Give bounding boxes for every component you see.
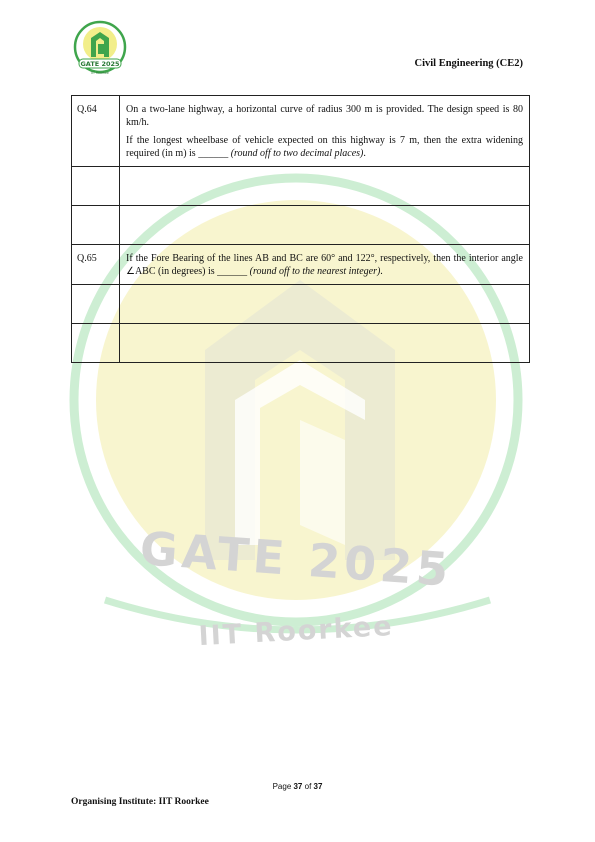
question-text-main: If the Fore Bearing of the lines AB and BC are 60° and 122°, respectively, then the interior angle ∠ABC (in degrees) is ______ xyxy=(126,253,523,277)
page-of: of xyxy=(302,782,314,791)
sentence-end: . xyxy=(380,265,383,277)
question-text-main: If the longest wheelbase of vehicle expected on this highway is 7 m, then the extra widening required (in m) is ______ xyxy=(126,135,523,159)
rounding-instruction: (round off to two decimal places) xyxy=(230,147,364,159)
blank-row xyxy=(72,285,530,324)
question-row-64 xyxy=(72,96,530,167)
page-current: 37 xyxy=(293,782,303,791)
logo-subtext: IIT Roorkee xyxy=(91,71,109,75)
question-text xyxy=(126,135,523,160)
watermark-building-block xyxy=(300,420,345,545)
question-body xyxy=(120,245,530,285)
paper-title: Civil Engineering (CE2) xyxy=(414,58,523,69)
blank-cell xyxy=(72,285,120,324)
organising-institute: Organising Institute: IIT Roorkee xyxy=(71,797,209,807)
question-number: Q.64 xyxy=(72,96,120,167)
watermark-subtitle: IIT Roorkee xyxy=(197,610,395,653)
sentence-end: . xyxy=(363,147,366,159)
blank-row xyxy=(72,324,530,363)
blank-cell xyxy=(72,324,120,363)
gate-logo xyxy=(71,20,129,78)
page-number xyxy=(0,782,595,791)
blank-row xyxy=(72,167,530,206)
page-total: 37 xyxy=(313,782,323,791)
logo-block-icon xyxy=(98,44,104,54)
logo-text: GATE 2025 xyxy=(80,60,120,68)
blank-cell xyxy=(120,285,530,324)
question-number: Q.65 xyxy=(72,245,120,285)
blank-cell xyxy=(120,206,530,245)
question-text xyxy=(126,253,523,278)
blank-cell xyxy=(120,167,530,206)
blank-cell xyxy=(72,167,120,206)
question-table xyxy=(71,95,530,363)
question-text: On a two-lane highway, a horizontal curve of radius 300 m is provided. The design speed is 80 km/h. xyxy=(126,104,523,128)
question-row-65 xyxy=(72,245,530,285)
rounding-instruction: (round off to the nearest integer) xyxy=(249,265,381,277)
question-body xyxy=(120,96,530,167)
page-word: Page xyxy=(272,782,294,791)
blank-row xyxy=(72,206,530,245)
blank-cell xyxy=(72,206,120,245)
watermark-title: GATE 2025 xyxy=(138,521,454,597)
blank-cell xyxy=(120,324,530,363)
